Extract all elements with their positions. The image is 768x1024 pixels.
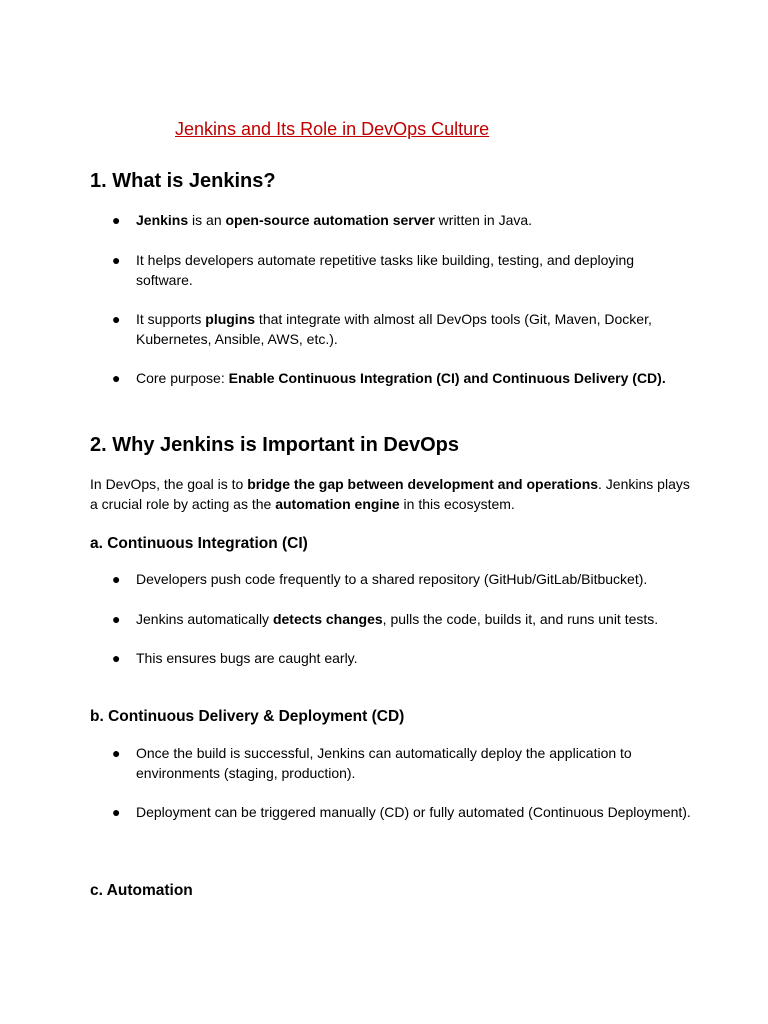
list-item-text: It supports plugins that integrate with almost all DevOps tools (Git, Maven, Docker, Kubernetes, Ansible, AWS, etc.). bbox=[136, 311, 652, 347]
list-item bbox=[112, 648, 692, 668]
list-item bbox=[112, 210, 692, 230]
list-item bbox=[112, 250, 692, 290]
bullet-icon: ● bbox=[112, 745, 121, 761]
list-item bbox=[112, 802, 692, 822]
list-item bbox=[112, 609, 692, 629]
document-title: Jenkins and Its Role in DevOps Culture bbox=[175, 119, 490, 139]
bullet-icon: ● bbox=[112, 212, 121, 228]
bullet-icon: ● bbox=[112, 804, 121, 820]
list-item-text: Jenkins is an open-source automation server written in Java. bbox=[136, 212, 533, 228]
bullet-icon: ● bbox=[112, 571, 121, 587]
list-item bbox=[112, 368, 692, 388]
list-item bbox=[112, 309, 692, 349]
bullet-icon: ● bbox=[112, 611, 121, 627]
list-item-text: Deployment can be triggered manually (CD) or fully automated (Continuous Deployment). bbox=[136, 804, 691, 820]
bullet-icon: ● bbox=[112, 311, 121, 327]
subheading-continuous-delivery: b. Continuous Delivery & Deployment (CD) bbox=[90, 708, 405, 725]
list-item-text: It helps developers automate repetitive tasks like building, testing, and deploying software. bbox=[136, 252, 635, 288]
bullet-icon: ● bbox=[112, 650, 121, 666]
list-item-text: Once the build is successful, Jenkins can automatically deploy the application to environments (staging, production). bbox=[136, 745, 632, 781]
intro-paragraph: In DevOps, the goal is to bridge the gap between development and operations. Jenkins plays a crucial role by acting as the automation engine in this ecosystem. bbox=[90, 476, 690, 512]
section-heading-why-jenkins-important: 2. Why Jenkins is Important in DevOps bbox=[90, 434, 459, 456]
bullet-icon: ● bbox=[112, 370, 121, 386]
subheading-continuous-integration: a. Continuous Integration (CI) bbox=[90, 535, 308, 552]
list-item-text: Developers push code frequently to a shared repository (GitHub/GitLab/Bitbucket). bbox=[136, 571, 648, 587]
bullet-icon: ● bbox=[112, 252, 121, 268]
section-heading-what-is-jenkins: 1. What is Jenkins? bbox=[90, 170, 276, 192]
list-item-text: Jenkins automatically detects changes, pulls the code, builds it, and runs unit tests. bbox=[136, 611, 659, 627]
list-item bbox=[112, 569, 692, 589]
list-item-text: Core purpose: Enable Continuous Integration (CI) and Continuous Delivery (CD). bbox=[136, 370, 666, 386]
subheading-automation: c. Automation bbox=[90, 882, 193, 899]
list-item bbox=[112, 743, 692, 783]
list-item-text: This ensures bugs are caught early. bbox=[136, 650, 358, 666]
